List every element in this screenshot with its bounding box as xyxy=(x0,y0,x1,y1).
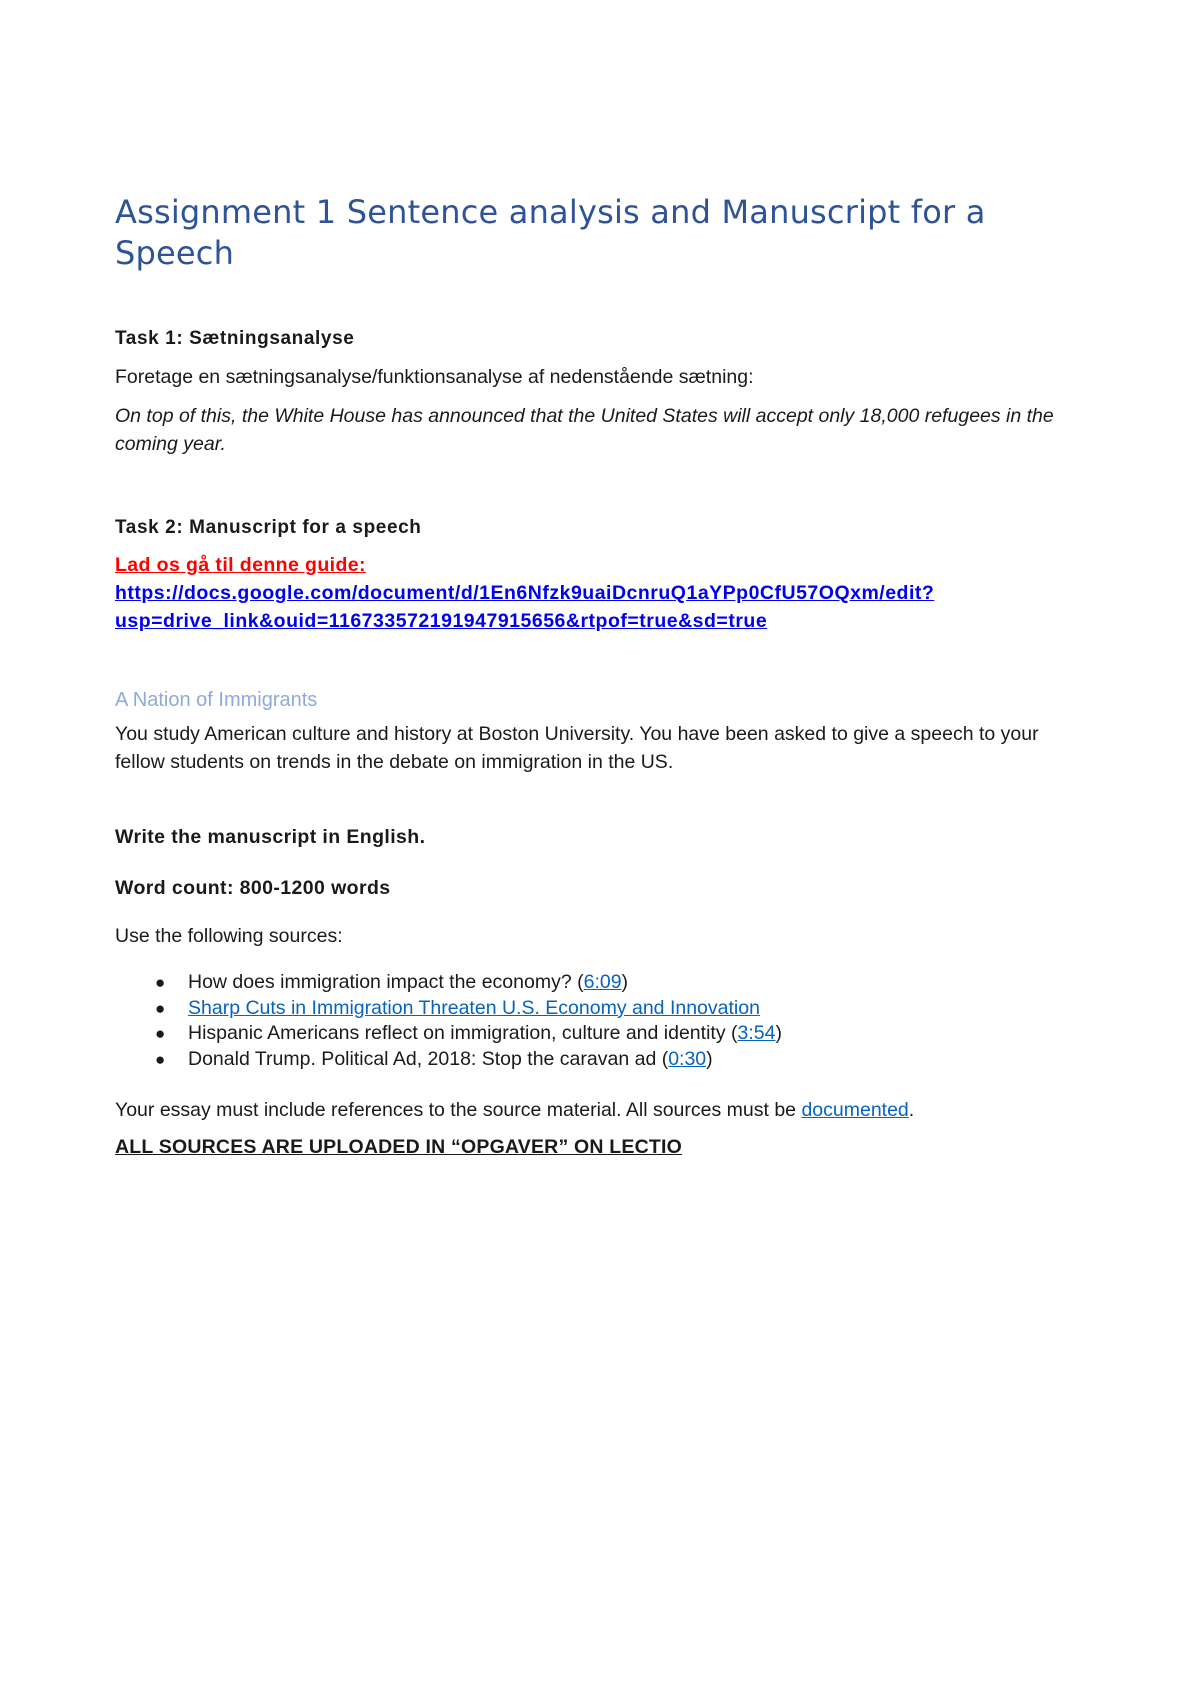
list-item: ● How does immigration impact the economy? (6:09) xyxy=(115,970,1075,996)
guide-paragraph xyxy=(115,551,1075,635)
article-link-sharp-cuts[interactable]: Sharp Cuts in Immigration Threaten U.S. Economy and Innovation xyxy=(188,996,760,1019)
document-body xyxy=(115,192,1075,1159)
task2-heading: Task 2: Manuscript for a speech xyxy=(115,517,422,538)
video-link-0-30[interactable]: 0:30 xyxy=(668,1047,707,1070)
bullet-icon: ● xyxy=(155,973,166,992)
sources-intro: Use the following sources: xyxy=(115,925,343,947)
bullet-icon: ● xyxy=(155,1024,166,1043)
scenario-paragraph: You study American culture and history at Boston University. You have been asked to give a speech to your fellow students on trends in the debate on immigration in the US. xyxy=(115,723,1039,773)
list-item xyxy=(115,996,1075,1022)
task1-instruction: Foretage en sætningsanalyse/funktionsanalyse af nedenstående sætning: xyxy=(115,366,754,388)
word-count: Word count: 800-1200 words xyxy=(115,877,391,899)
task1-heading: Task 1: Sætningsanalyse xyxy=(115,328,355,349)
documented-link[interactable]: documented xyxy=(801,1099,909,1121)
list-item: ● Donald Trump. Political Ad, 2018: Stop the caravan ad (0:30) xyxy=(115,1047,1075,1073)
document-title: Assignment 1 Sentence analysis and Manuscript for a Speech xyxy=(115,193,986,272)
list-item: ● Hispanic Americans reflect on immigration, culture and identity (3:54) xyxy=(115,1021,1075,1047)
video-link-6-09[interactable]: 6:09 xyxy=(583,971,622,993)
section-heading: A Nation of Immigrants xyxy=(115,689,318,711)
guide-link[interactable] xyxy=(115,582,934,632)
sources-list xyxy=(115,970,1075,1072)
language-instruction: Write the manuscript in English. xyxy=(115,826,426,848)
bullet-icon: ● xyxy=(155,998,166,1018)
video-link-3-54[interactable]: 3:54 xyxy=(737,1022,776,1044)
bullet-icon: ● xyxy=(155,1049,166,1069)
guide-link-line1[interactable]: https://docs.google.com/document/d/1En6Nfzk9uaiDcnruQ1aYPp0CfU57OQxm/edit? xyxy=(115,582,935,604)
guide-label: Lad os gå til denne guide: xyxy=(115,554,366,576)
task1-sentence: On top of this, the White House has announced that the United States will accept only 18,000 refugees in the coming year. xyxy=(115,405,1054,455)
guide-link-line2[interactable]: usp=drive_link&ouid=116733572191947915656&rtpof=true&sd=true xyxy=(115,610,768,632)
uploaded-note: ALL SOURCES ARE UPLOADED IN “OPGAVER” ON LECTIO xyxy=(115,1136,682,1158)
references-paragraph: Your essay must include references to the source material. All sources must be documented. xyxy=(115,1099,915,1121)
